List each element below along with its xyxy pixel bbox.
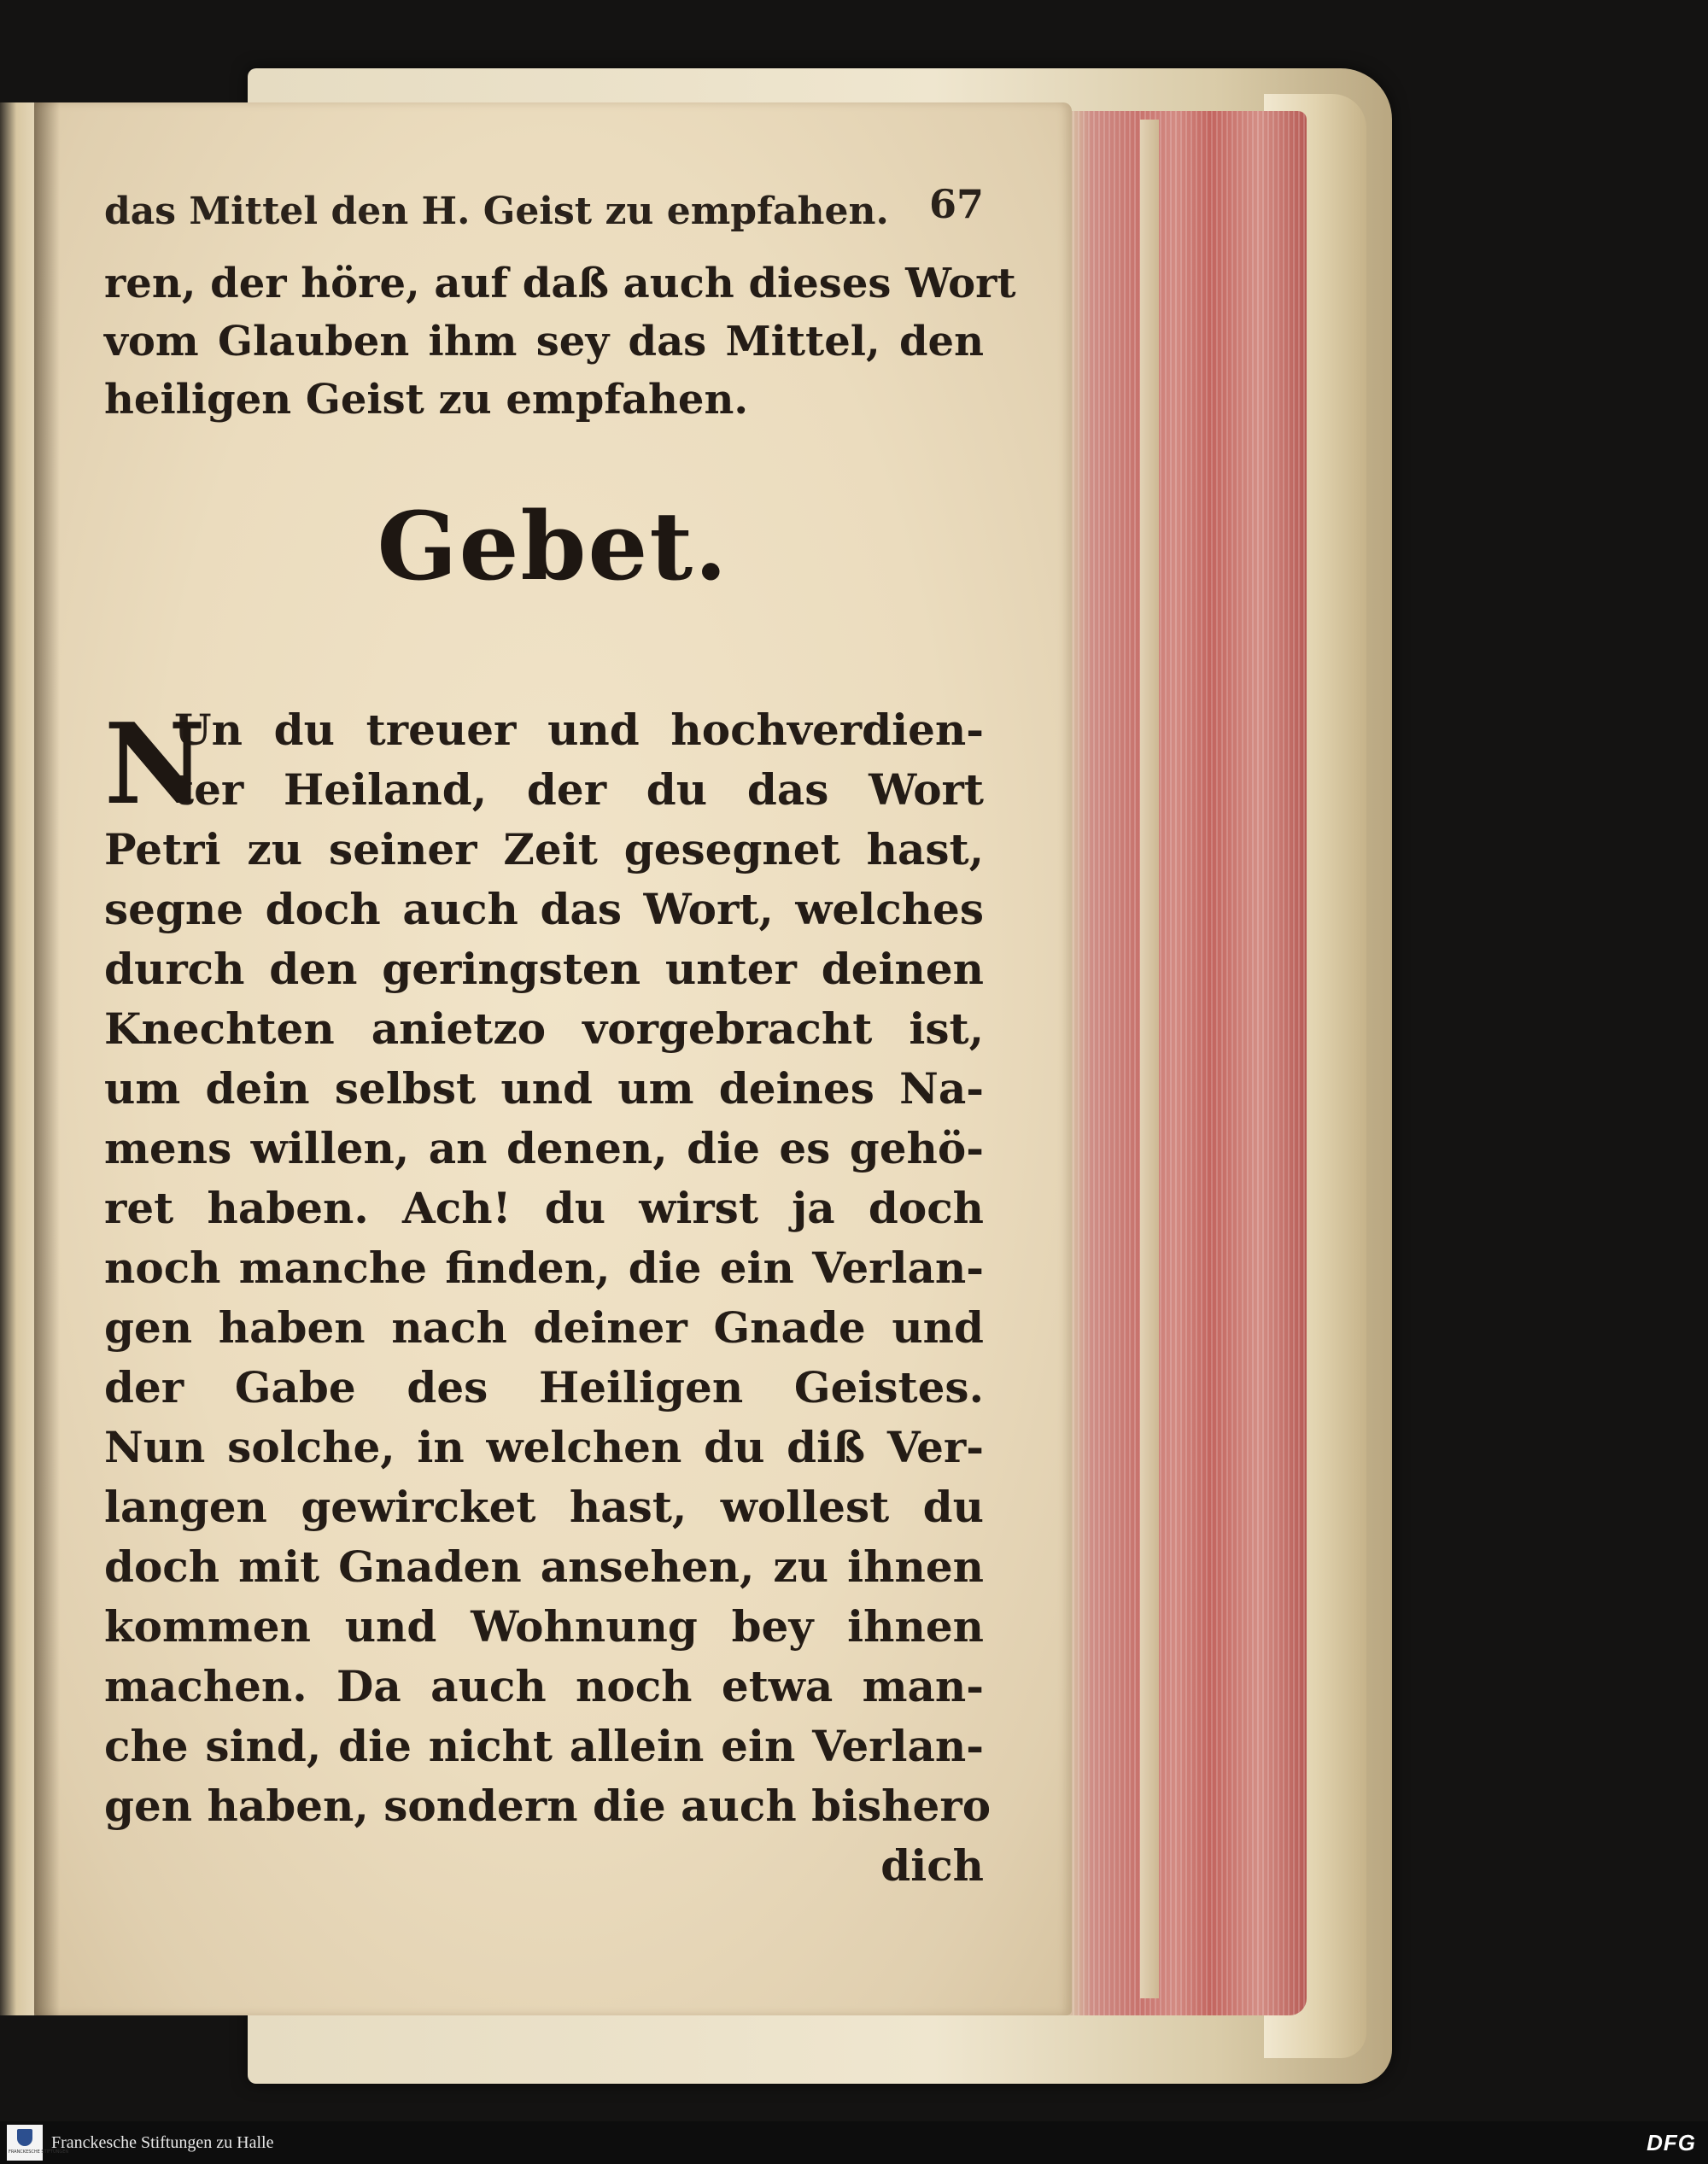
text-line: kommen und Wohnung bey ihnen bbox=[104, 1601, 984, 1652]
text-line: machen. Da auch noch etwa man- bbox=[104, 1661, 984, 1711]
text-line: segne doch auch das Wort, welches bbox=[104, 884, 984, 934]
footer-bar bbox=[0, 2121, 1708, 2164]
page-edge-gap bbox=[1140, 120, 1159, 1998]
shield-icon bbox=[17, 2129, 32, 2146]
prayer-paragraph bbox=[104, 699, 991, 1896]
running-head-title: das Mittel den H. Geist zu empfahen. bbox=[104, 190, 889, 233]
red-page-edges bbox=[1068, 111, 1307, 2015]
dfg-logo[interactable]: DFG bbox=[1647, 2130, 1696, 2155]
running-head bbox=[104, 181, 984, 241]
text-line: Nun solche, in welchen du diß Ver- bbox=[104, 1422, 984, 1472]
continued-paragraph bbox=[104, 254, 1016, 429]
catchword: dich bbox=[880, 1840, 984, 1891]
text-line: noch manche finden, die ein Verlan- bbox=[104, 1243, 984, 1293]
text-line: doch mit Gnaden ansehen, zu ihnen bbox=[104, 1541, 984, 1592]
text-line: vom Glauben ihm sey das Mittel, den bbox=[104, 318, 984, 366]
logo-text: FRANCKESCHE STIFTUNGEN bbox=[9, 2149, 69, 2155]
gutter-shadow bbox=[34, 102, 60, 2015]
drop-cap: N bbox=[104, 699, 206, 829]
text-line: gen haben, sondern die auch bishero bbox=[104, 1781, 991, 1831]
text-line: Un du treuer und hochverdien- bbox=[174, 705, 984, 755]
text-line: che sind, die nicht allein ein Verlan- bbox=[104, 1721, 984, 1771]
institution-logo[interactable] bbox=[7, 2125, 69, 2161]
text-line: durch den geringsten unter deinen bbox=[104, 944, 984, 994]
text-line: heiligen Geist zu empfahen. bbox=[104, 376, 749, 424]
text-line: um dein selbst und um deines Na- bbox=[104, 1063, 984, 1114]
text-line: mens willen, an denen, die es gehö- bbox=[104, 1123, 984, 1173]
text-line: Knechten anietzo vorgebracht ist, bbox=[104, 1003, 984, 1054]
text-line: gen haben nach deiner Gnade und bbox=[104, 1302, 984, 1353]
book-page bbox=[34, 102, 1072, 2015]
text-line: der Gabe des Heiligen Geistes. bbox=[104, 1362, 984, 1412]
page-number: 67 bbox=[928, 181, 984, 227]
text-line: Petri zu seiner Zeit gesegnet hast, bbox=[104, 824, 984, 874]
text-line: langen gewircket hast, wollest du bbox=[104, 1482, 984, 1532]
section-heading: Gebet. bbox=[377, 491, 729, 601]
text-line: ren, der höre, auf daß auch dieses Wort bbox=[104, 260, 1016, 307]
text-line: ret haben. Ach! du wirst ja doch bbox=[104, 1183, 984, 1233]
text-line: ter Heiland, der du das Wort bbox=[174, 764, 984, 815]
institution-label[interactable]: Franckesche Stiftungen zu Halle bbox=[51, 2133, 274, 2152]
